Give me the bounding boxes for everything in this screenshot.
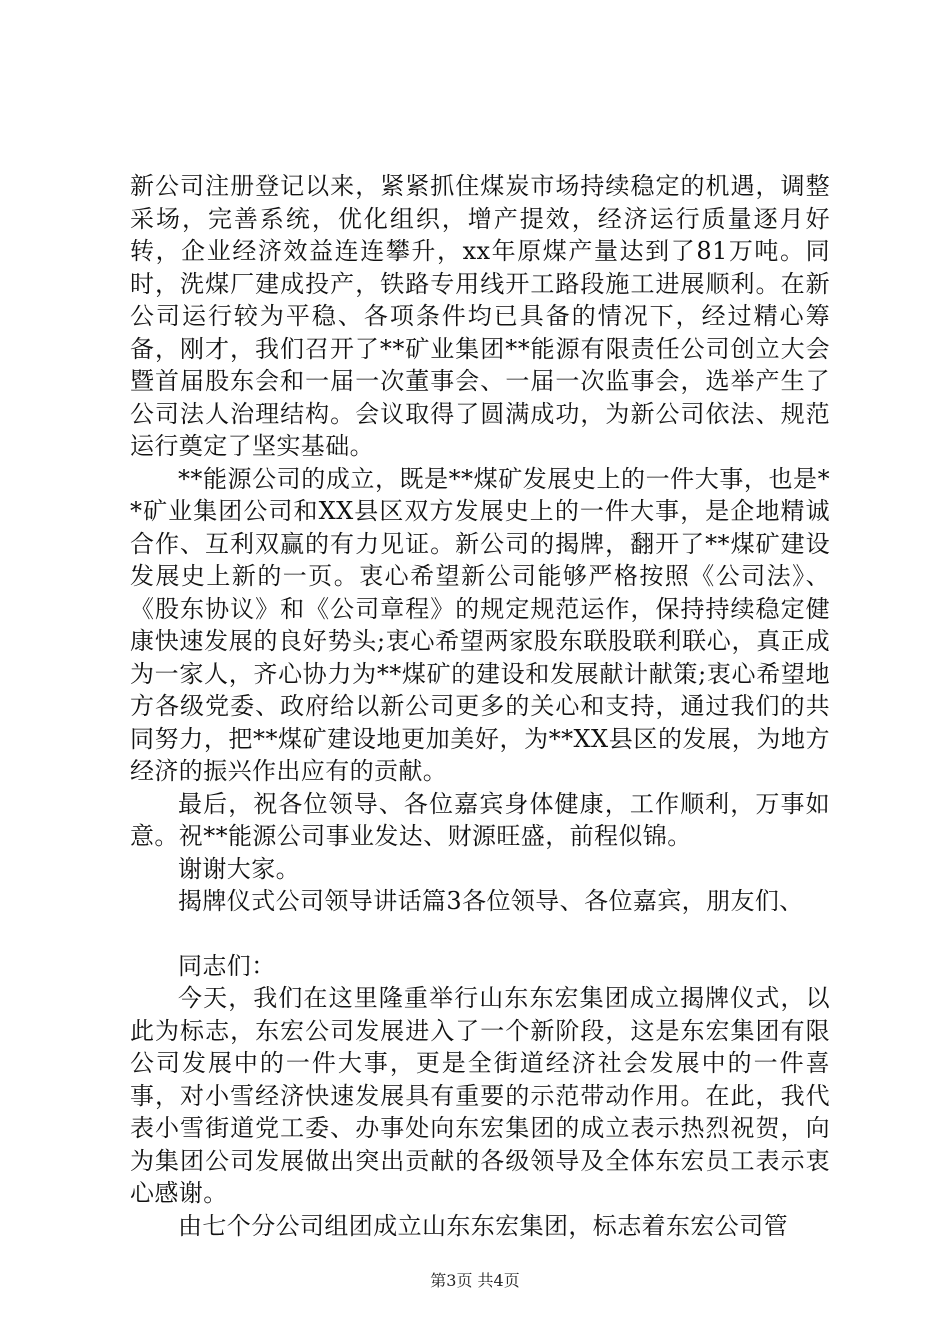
paragraph-2: **能源公司的成立，既是**煤矿发展史上的一件大事，也是**矿业集团公司和XX县区双方发展史上的一件大事，是企地精诚合作、互利双赢的有力见证。新公司的揭牌，翻开了**煤矿建设发展史上新的一页。衷心希望新公司能够严格按照《公司法》、《股东协议》和《公司章程》的规定规范运作，保持持续稳定健康快速发展的良好势头;衷心希望两家股东联股联利联心，真正成为一家人，齐心协力为**煤矿的建设和发展献计献策;衷心希望地方各级党委、政府给以新公司更多的关心和支持，通过我们的共同努力，把**煤矿建设地更加美好，为**XX县区的发展，为地方经济的振兴作出应有的贡献。 [130, 464, 830, 785]
paragraph-3: 最后，祝各位领导、各位嘉宾身体健康，工作顺利，万事如意。祝**能源公司事业发达、财源旺盛，前程似锦。 [130, 789, 830, 850]
body-text [130, 170, 830, 1242]
paragraph-5: 揭牌仪式公司领导讲话篇3各位领导、各位嘉宾，朋友们、 [178, 887, 804, 915]
paragraph-7: 今天，我们在这里隆重举行山东东宏集团成立揭牌仪式，以此为标志，东宏公司发展进入了一个新阶段，这是东宏集团有限公司发展中的一件大事，更是全街道经济社会发展中的一件喜事，对小雪经济快速发展具有重要的示范带动作用。在此，我代表小雪街道党工委、办事处向东宏集团的成立表示热烈祝贺，向为集团公司发展做出突出贡献的各级领导及全体东宏员工表示衷心感谢。 [130, 984, 830, 1207]
paragraph-8: 由七个分公司组团成立山东东宏集团，标志着东宏公司管 [178, 1211, 788, 1240]
paragraph-1: 新公司注册登记以来，紧紧抓住煤炭市场持续稳定的机遇，调整采场，完善系统，优化组织，增产提效，经济运行质量逐月好转，企业经济效益连连攀升，xx年原煤产量达到了81万吨。同时，洗煤厂建成投产，铁路专用线开工路段施工进展顺利。在新公司运行较为平稳、各项条件均已具备的情况下，经过精心筹备，刚才，我们召开了**矿业集团**能源有限责任公司创立大会暨首届股东会和一届一次董事会、一届一次监事会，选举产生了公司法人治理结构。会议取得了圆满成功，为新公司依法、规范运行奠定了坚实基础。 [130, 172, 830, 460]
page-footer: 第3页 共4页 [430, 1271, 520, 1290]
paragraph-4: 谢谢大家。 [178, 854, 300, 883]
paragraph-6: 同志们： [178, 951, 276, 980]
section-gap [130, 918, 830, 950]
